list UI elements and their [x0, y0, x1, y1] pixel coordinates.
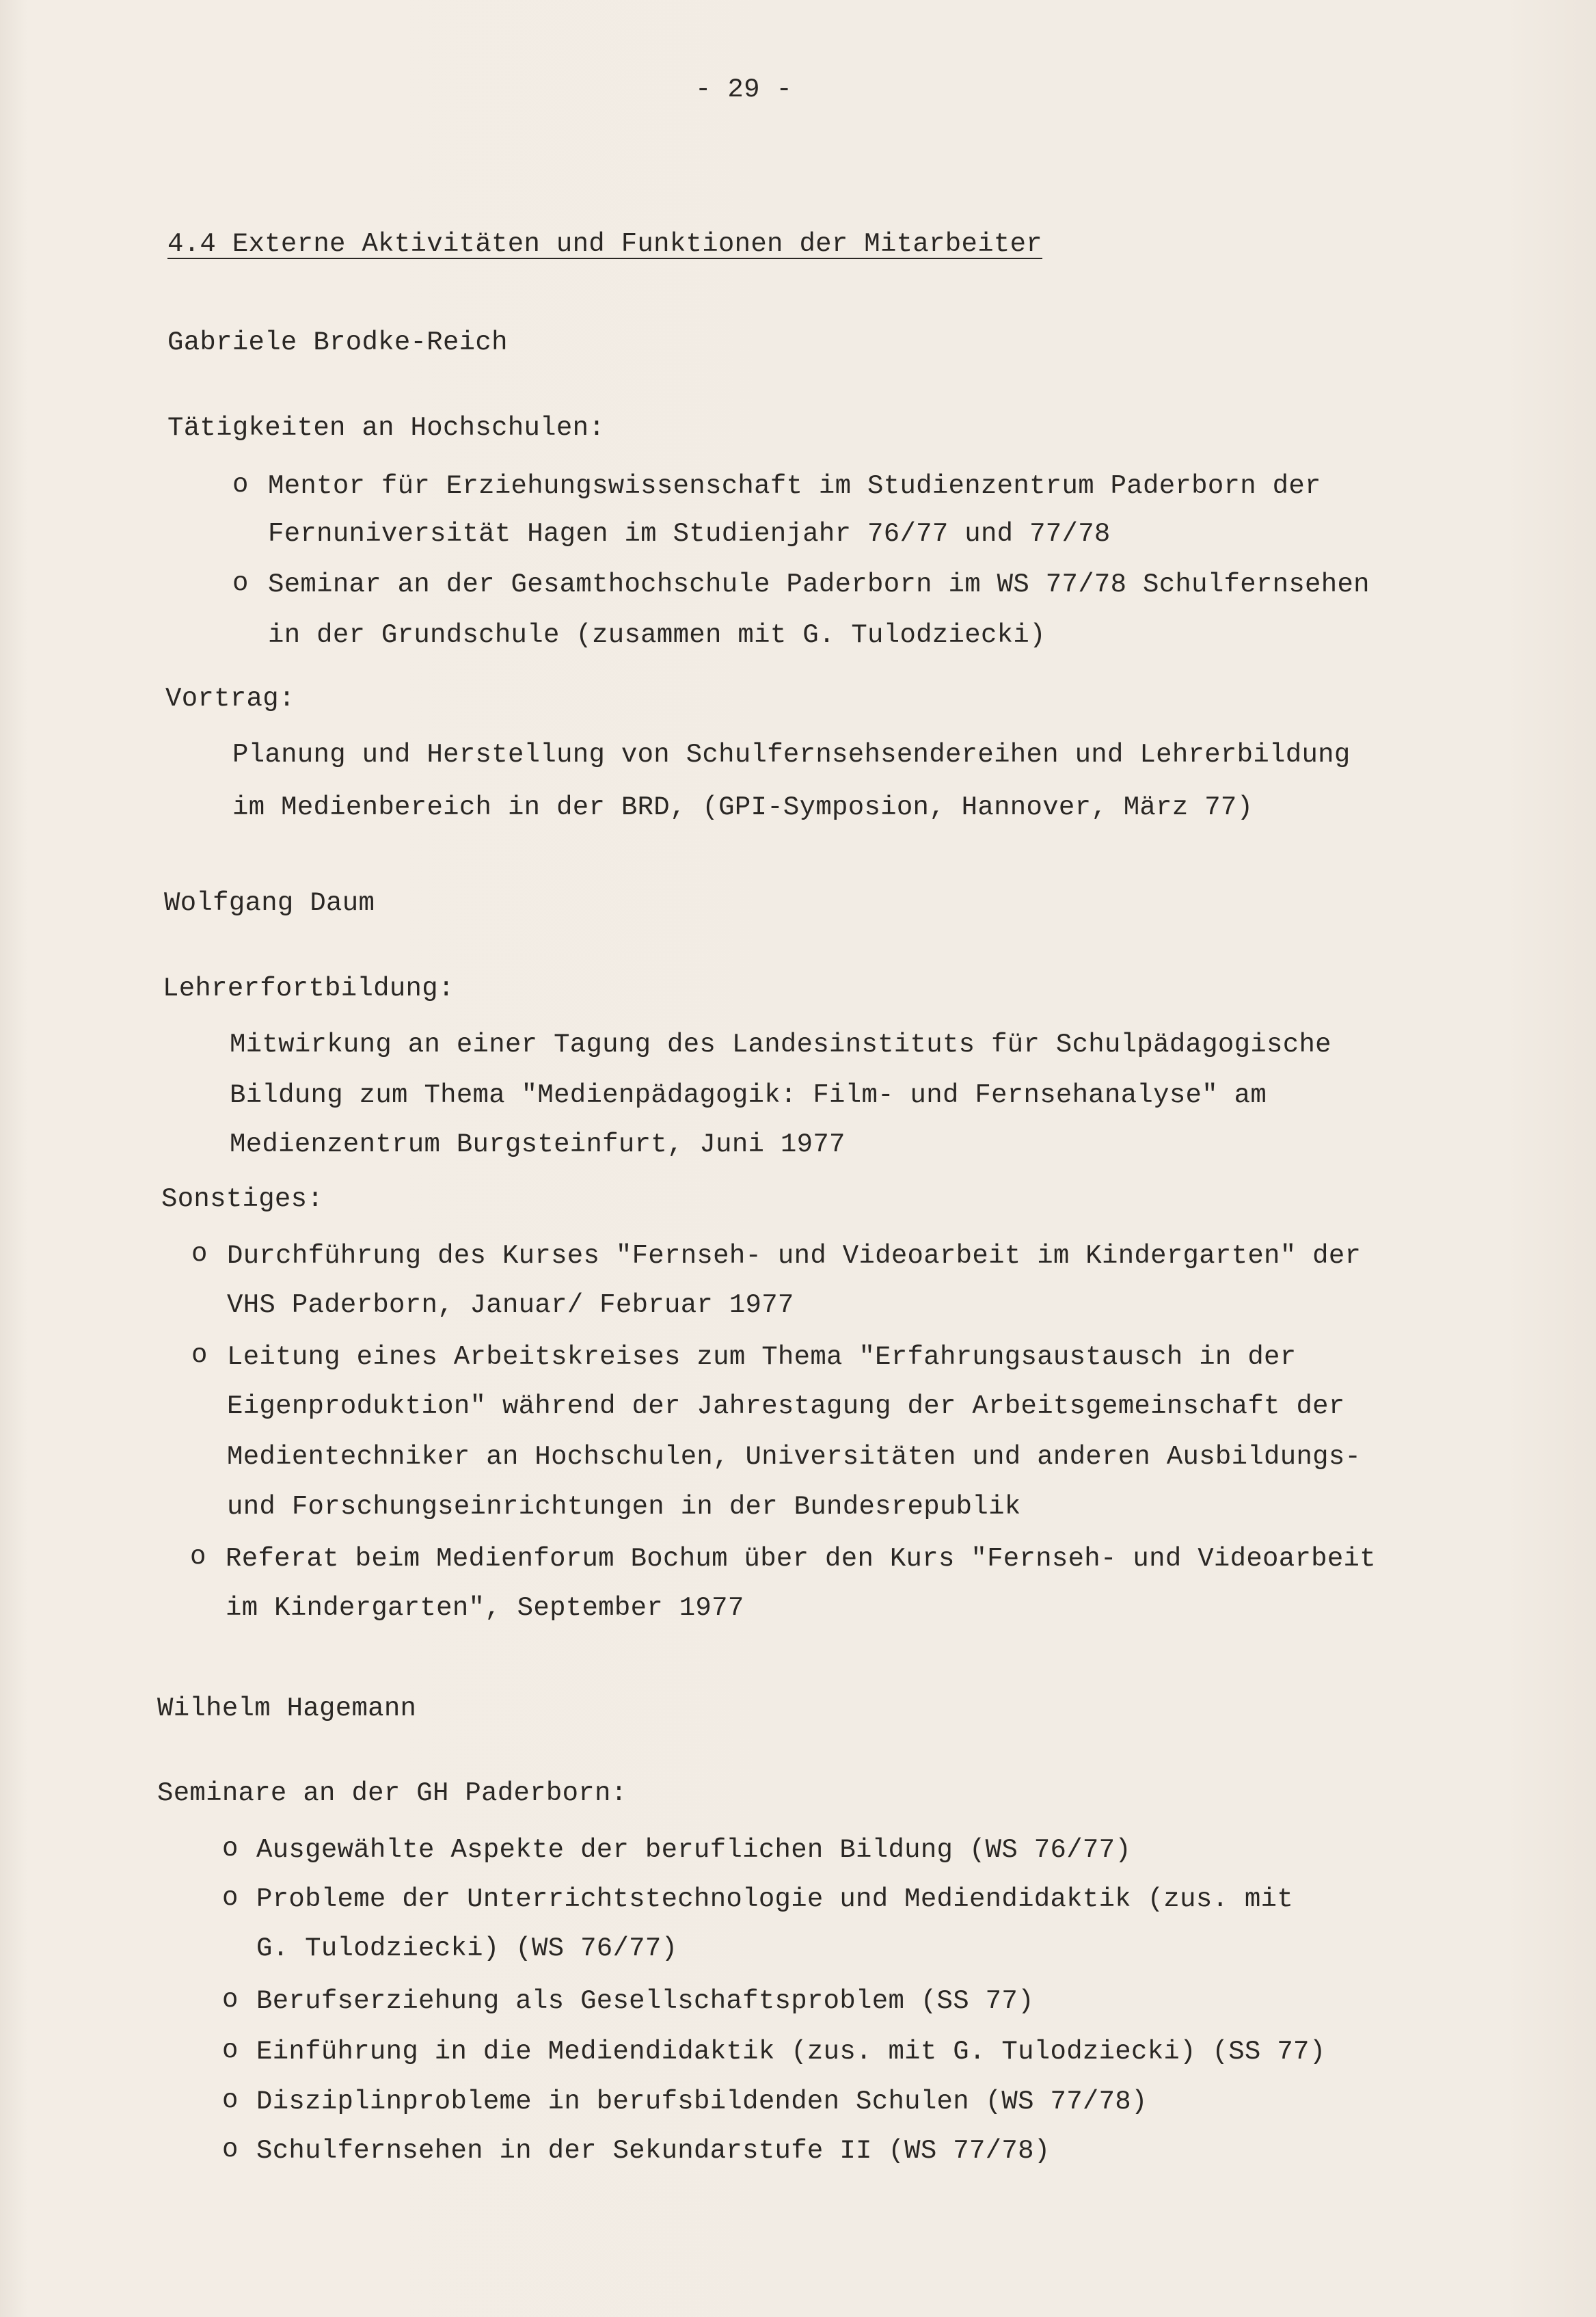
- list-item-line: Schulfernsehen in der Sekundarstufe II (WS 77/78): [256, 2136, 1051, 2166]
- list-item-line: Medientechniker an Hochschulen, Universitäten und anderen Ausbildungs-: [227, 1442, 1362, 1472]
- block-heading: Sonstiges:: [161, 1184, 324, 1214]
- bullet-marker: o: [222, 2134, 239, 2165]
- list-item-line: G. Tulodziecki) (WS 76/77): [256, 1933, 678, 1964]
- block-heading: Seminare an der GH Paderborn:: [157, 1778, 627, 1808]
- bullet-marker: o: [232, 568, 249, 598]
- list-item-line: Durchführung des Kurses "Fernseh- und Videoarbeit im Kindergarten" der: [227, 1241, 1362, 1271]
- bullet-marker: o: [232, 470, 249, 500]
- list-item-line: VHS Paderborn, Januar/ Februar 1977: [227, 1290, 794, 1320]
- list-item-line: Berufserziehung als Gesellschaftsproblem (SS 77): [256, 1986, 1034, 2016]
- block-heading: Vortrag:: [165, 684, 295, 714]
- bullet-marker: o: [222, 2085, 239, 2115]
- bullet-marker: o: [222, 2035, 239, 2065]
- page-number: - 29 -: [695, 75, 793, 105]
- list-item-line: im Kindergarten", September 1977: [226, 1593, 744, 1623]
- bullet-marker: o: [222, 1834, 239, 1864]
- list-item-line: und Forschungseinrichtungen in der Bundesrepublik: [227, 1492, 1021, 1522]
- list-item-line: Mentor für Erziehungswissenschaft im Studienzentrum Paderborn der: [268, 471, 1321, 501]
- bullet-marker: o: [222, 1883, 239, 1913]
- paragraph-line: Planung und Herstellung von Schulfernsehsendereihen und Lehrerbildung: [232, 740, 1351, 770]
- paragraph-line: Medienzentrum Burgsteinfurt, Juni 1977: [230, 1129, 846, 1160]
- paragraph-line: im Medienbereich in der BRD, (GPI-Symposion, Hannover, März 77): [232, 792, 1254, 822]
- section-title: 4.4 Externe Aktivitäten und Funktionen der Mitarbeiter: [167, 229, 1043, 259]
- block-heading: Tätigkeiten an Hochschulen:: [167, 413, 606, 443]
- list-item-line: Fernuniversität Hagen im Studienjahr 76/77 und 77/78: [268, 519, 1111, 549]
- bullet-marker: o: [191, 1340, 208, 1370]
- person-name: Wilhelm Hagemann: [157, 1693, 417, 1724]
- bullet-marker: o: [190, 1542, 206, 1572]
- bullet-marker: o: [191, 1239, 208, 1269]
- list-item-line: in der Grundschule (zusammen mit G. Tulodziecki): [268, 620, 1046, 650]
- list-item-line: Eigenproduktion" während der Jahrestagung der Arbeitsgemeinschaft der: [227, 1391, 1345, 1421]
- person-name: Wolfgang Daum: [164, 888, 375, 918]
- list-item-line: Probleme der Unterrichtstechnologie und Mediendidaktik (zus. mit: [256, 1884, 1294, 1914]
- paragraph-line: Mitwirkung an einer Tagung des Landesinstituts für Schulpädagogische: [230, 1030, 1331, 1060]
- list-item-line: Leitung eines Arbeitskreises zum Thema "Erfahrungsaustausch in der: [227, 1342, 1297, 1372]
- list-item-line: Einführung in die Mediendidaktik (zus. mit G. Tulodziecki) (SS 77): [256, 2037, 1326, 2067]
- list-item-line: Seminar an der Gesamthochschule Paderborn im WS 77/78 Schulfernsehen: [268, 570, 1370, 600]
- list-item-line: Disziplinprobleme in berufsbildenden Schulen (WS 77/78): [256, 2087, 1148, 2117]
- bullet-marker: o: [222, 1985, 239, 2015]
- paragraph-line: Bildung zum Thema "Medienpädagogik: Film- und Fernsehanalyse" am: [230, 1080, 1267, 1110]
- list-item-line: Ausgewählte Aspekte der beruflichen Bildung (WS 76/77): [256, 1835, 1132, 1865]
- person-name: Gabriele Brodke-Reich: [167, 327, 508, 358]
- list-item-line: Referat beim Medienforum Bochum über den Kurs "Fernseh- und Videoarbeit: [226, 1544, 1376, 1574]
- block-heading: Lehrerfortbildung:: [163, 974, 455, 1004]
